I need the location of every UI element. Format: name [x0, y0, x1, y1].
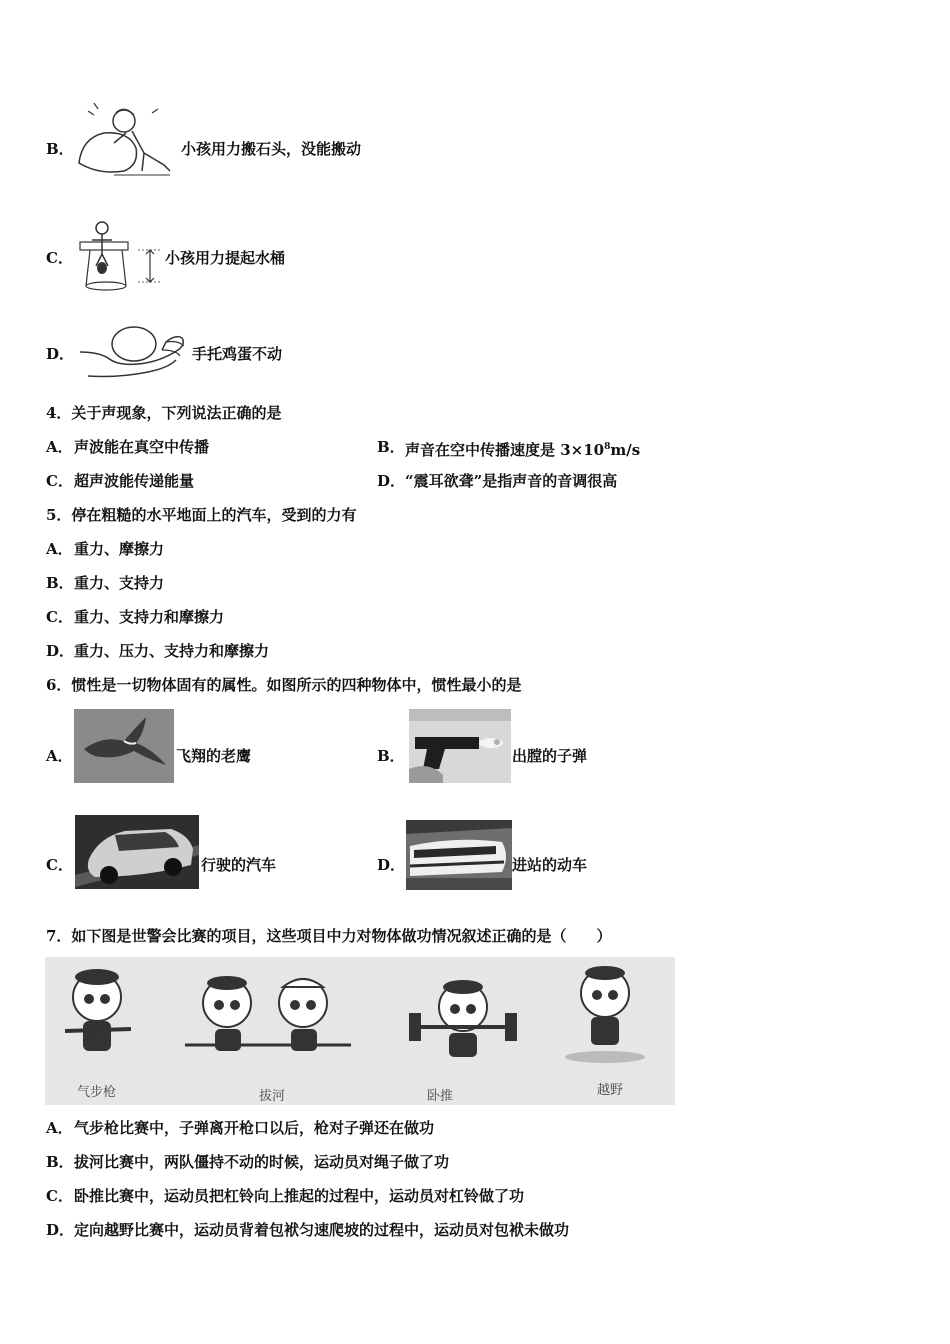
q4-stem: 4．关于声现象，下列说法正确的是 — [46, 404, 282, 422]
q7-option-a-text: 气步枪比赛中，子弹离开枪口以后，枪对子弹还在做功 — [74, 1119, 435, 1137]
q7-option-c-text: 卧推比赛中，运动员把杠铃向上推起的过程中，运动员对杠铃做了功 — [74, 1187, 525, 1205]
q4-option-b-text-before: 声音在空中传播速度是 3×10 — [405, 441, 605, 459]
q3-option-d-label: D． — [46, 345, 75, 363]
q5-option-b-label: B． — [46, 574, 74, 592]
q7-option-d-label: D． — [46, 1221, 75, 1239]
q4-option-c-text: 超声波能传递能量 — [74, 472, 195, 490]
q3-option-b-label: B． — [46, 140, 74, 158]
q7-option-d-text: 定向越野比赛中，运动员背着包袱匀速爬坡的过程中，运动员对包袱未做功 — [74, 1221, 570, 1239]
q4-option-d-text: “震耳欲聋”是指声音的音调很高 — [405, 472, 618, 490]
train-photo-icon — [406, 820, 512, 890]
q6-option-b-label: B． — [377, 747, 405, 765]
q7-figure-panda-events — [45, 957, 675, 1105]
q6-option-d-label: D． — [377, 856, 406, 874]
q6-option-a-text: 飞翔的老鹰 — [176, 747, 252, 765]
q4-option-b-text — [405, 437, 640, 460]
child-lifting-bucket-icon — [72, 220, 162, 292]
child-pushing-rock-icon — [74, 103, 174, 178]
q7-option-b-text: 拔河比赛中，两队僵持不动的时候，运动员对绳子做了功 — [74, 1153, 450, 1171]
q5-option-d-text: 重力、压力、支持力和摩擦力 — [74, 642, 270, 660]
q7-option-c-label: C． — [46, 1187, 73, 1205]
q5-option-b-text: 重力、支持力 — [74, 574, 165, 592]
hand-holding-egg-icon — [78, 320, 190, 382]
car-photo-icon — [75, 815, 199, 889]
q5-option-d-label: D． — [46, 642, 75, 660]
q6-option-c-label: C． — [46, 856, 73, 874]
q3-option-b-text: 小孩用力搬石头，没能搬动 — [181, 140, 362, 158]
q7-figure-label-bench-press: 卧推 — [427, 1089, 454, 1104]
q7-figure-label-air-rifle: 气步枪 — [77, 1085, 117, 1100]
q6-option-d-text: 进站的动车 — [512, 856, 588, 874]
q6-stem: 6．惯性是一切物体固有的属性。如图所示的四种物体中，惯性最小的是 — [46, 676, 522, 694]
q5-option-a-label: A． — [46, 540, 73, 558]
q4-option-c-label: C． — [46, 472, 73, 490]
q3-option-c-text: 小孩用力提起水桶 — [165, 249, 286, 267]
q4-option-a-label: A． — [46, 438, 73, 456]
q7-figure-label-tug-of-war: 拔河 — [259, 1089, 286, 1104]
q3-option-c-label: C． — [46, 249, 73, 267]
q3-option-d-text: 手托鸡蛋不动 — [192, 345, 283, 363]
q4-option-d-label: D． — [377, 472, 406, 490]
gun-bullet-photo-icon — [409, 709, 511, 783]
q7-option-b-label: B． — [46, 1153, 74, 1171]
q5-stem: 5．停在粗糙的水平地面上的汽车，受到的力有 — [46, 506, 357, 524]
panda-figures-icon — [45, 957, 675, 1105]
q4-option-b-label: B． — [377, 438, 405, 456]
q7-figure-label-cross-country: 越野 — [597, 1083, 624, 1098]
q4-option-b-text-after: m/s — [610, 441, 641, 459]
q5-option-c-label: C． — [46, 608, 73, 626]
q4-option-a-text: 声波能在真空中传播 — [74, 438, 210, 456]
q5-option-c-text: 重力、支持力和摩擦力 — [74, 608, 225, 626]
q6-option-c-text: 行驶的汽车 — [201, 856, 277, 874]
q5-option-a-text: 重力、摩擦力 — [74, 540, 165, 558]
eagle-photo-icon — [74, 709, 174, 783]
q6-option-b-text: 出膛的子弹 — [512, 747, 588, 765]
q4-option-b-exponent: 8 — [604, 442, 611, 452]
q7-stem: 7．如下图是世警会比赛的项目，这些项目中力对物体做功情况叙述正确的是（ ） — [46, 927, 612, 945]
q7-option-a-label: A． — [46, 1119, 73, 1137]
q6-option-a-label: A． — [46, 747, 73, 765]
